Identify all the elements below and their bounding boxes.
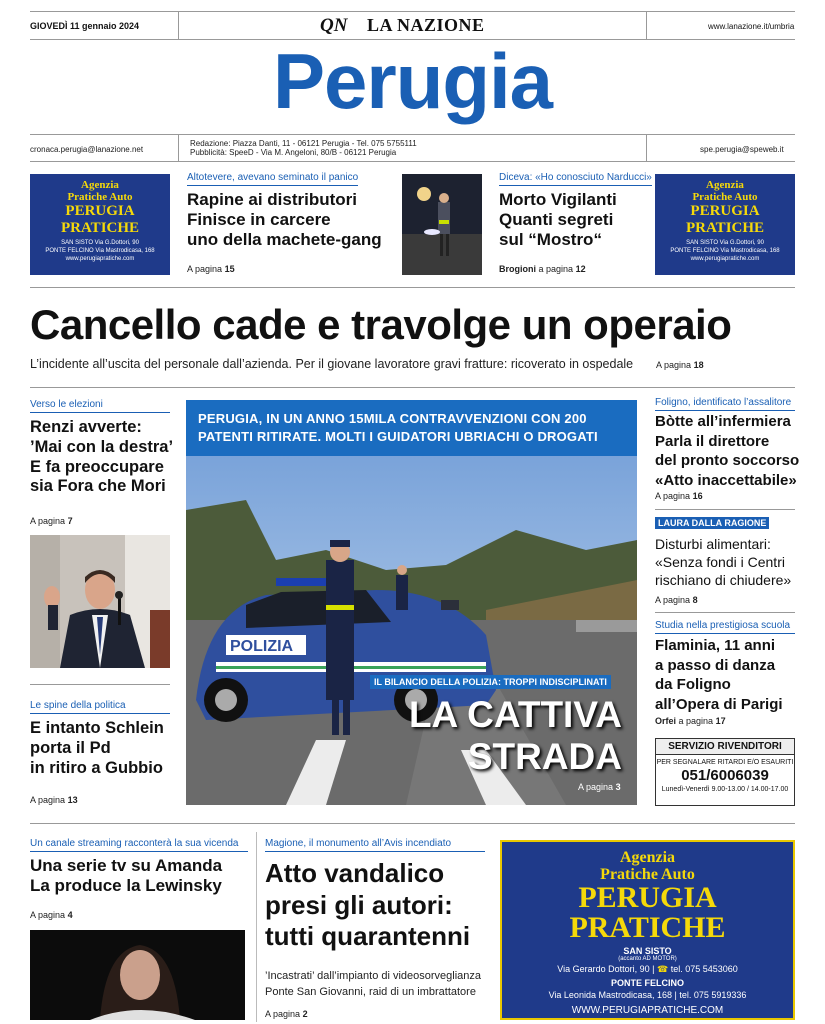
- website[interactable]: www.lanazione.it/umbria: [708, 22, 795, 31]
- ref-prefix: A pagina: [187, 264, 223, 274]
- author: Orfei: [655, 716, 677, 726]
- headline-line: Finisce in carcere: [187, 209, 331, 229]
- ad-web: www.perugiapratiche.com: [690, 256, 760, 262]
- news-photo-night: [402, 174, 482, 275]
- ref-num: 16: [692, 491, 703, 501]
- headline-line: Disturbi alimentari:: [655, 536, 771, 552]
- servizio-phone[interactable]: 051/6006039: [681, 767, 769, 784]
- ref-prefix: A pagina: [655, 491, 691, 501]
- headline-line: uno della machete-gang: [187, 229, 382, 249]
- ad-brand2: PRATICHE: [60, 220, 140, 236]
- headline-line: Atto vandalico: [265, 858, 445, 888]
- headline-line: E intanto Schlein: [30, 719, 164, 737]
- ad-brand1: PERUGIA: [65, 203, 135, 219]
- ad-brand2: PRATICHE: [569, 911, 726, 944]
- headline-line: Parla il direttore: [655, 432, 770, 450]
- page-ref: [656, 360, 704, 370]
- headline-line: all’Opera di Parigi: [655, 695, 783, 713]
- ad-big[interactable]: [500, 840, 795, 1020]
- story-tag: Verso le elezioni: [30, 399, 170, 413]
- headline-line: E fa preoccupare: [30, 457, 164, 476]
- page-ref: [30, 516, 73, 526]
- headline-line: Quanti segreti: [499, 209, 614, 229]
- headline-line: «Senza fondi i Centri: [655, 554, 785, 571]
- feature-kicker: IL BILANCIO DELLA POLIZIA: TROPPI INDISCIPLINATI: [370, 675, 611, 689]
- rule: [178, 134, 179, 161]
- ref-prefix: a pagina: [538, 264, 574, 274]
- ad-addr2: Via Leonida Mastrodicasa, 168: [548, 990, 672, 1000]
- ref-num: 18: [693, 360, 704, 370]
- ref-prefix: A pagina: [656, 360, 692, 370]
- page-ref: [265, 1009, 308, 1019]
- headline-line: sul “Mostro“: [499, 229, 602, 249]
- ad-ponte: PONTE FELCINO: [610, 978, 684, 988]
- rule: [30, 287, 795, 288]
- ref-num: 8: [692, 595, 698, 605]
- ad-line2: Pratiche Auto: [67, 191, 133, 203]
- issue-date: GIOVEDÌ 11 gennaio 2024: [30, 21, 140, 31]
- story-subtitle: [265, 969, 481, 1001]
- page-ref: [187, 264, 235, 274]
- story-headline[interactable]: [655, 535, 791, 590]
- headline-line: a passo di danza: [655, 656, 776, 674]
- ad-brand2: PRATICHE: [685, 220, 765, 236]
- story-tag: Altotevere, avevano seminato il panico: [187, 172, 358, 186]
- ref-num: 2: [302, 1009, 308, 1019]
- ad-contact-1: Via Gerardo Dottori, 90 | ☎ tel. 075 5453060: [557, 964, 738, 974]
- ad-tel1: tel. 075 5453060: [670, 964, 738, 974]
- page-ref: [30, 795, 78, 805]
- headline-line: da Foligno: [655, 676, 731, 693]
- ref-prefix: A pagina: [30, 795, 66, 805]
- headline-line: tutti quarantenni: [265, 921, 471, 952]
- ref-prefix: A pagina: [30, 516, 66, 526]
- author: Brogioni: [499, 264, 536, 274]
- headline-line: porta il Pd: [30, 738, 111, 757]
- ad-line1: Agenzia: [619, 849, 676, 866]
- ref-num: 15: [224, 264, 235, 274]
- headline-line: La produce la Lewinsky: [30, 876, 222, 896]
- news-photo-amanda: [30, 930, 245, 1020]
- story-headline[interactable]: [499, 190, 617, 250]
- ad-addr: SAN SISTO Via G.Dottori, 90: [61, 240, 139, 246]
- page-ref: [655, 595, 698, 605]
- headline-line: Bòtte all’infermiera: [655, 413, 791, 430]
- banner-line: PERUGIA, IN UN ANNO 15MILA CONTRAVVENZIONI CON 200: [198, 411, 587, 426]
- ad-accanto: (accanto AD MOTOR): [618, 956, 677, 962]
- ref-prefix: A pagina: [578, 782, 614, 792]
- author-badge: LAURA DALLA RAGIONE: [655, 517, 769, 529]
- banner-line: PATENTI RITIRATE. MOLTI I GUIDATORI UBRIACHI O DROGATI: [198, 429, 598, 444]
- rule: [256, 832, 257, 1022]
- ref-num: 13: [67, 795, 78, 805]
- ad-addr2: PONTE FELCINO Via Mastrodicasa, 168: [45, 248, 155, 254]
- edition-title: Perugia: [272, 37, 553, 125]
- email-right[interactable]: spe.perugia@speweb.it: [700, 145, 784, 154]
- ad-addr: SAN SISTO Via G.Dottori, 90: [686, 240, 764, 246]
- page-ref: [578, 782, 621, 792]
- story-tag: Le spine della politica: [30, 700, 170, 714]
- feature-title-line: STRADA: [467, 736, 622, 777]
- ref-prefix: a pagina: [678, 716, 714, 726]
- ad-brand1: PERUGIA: [690, 203, 760, 219]
- main-subtitle: L’incidente all’uscita del personale dall’azienda. Per il giovane lavoratore gravi fratture: ricoverato in ospedale: [30, 357, 634, 371]
- headline-line: presi gli autori:: [265, 889, 453, 920]
- ad-line2: Pratiche Auto: [600, 866, 695, 883]
- story-headline[interactable]: [187, 190, 382, 250]
- headline-line: Renzi avverte:: [30, 418, 142, 436]
- headline-line: «Atto inaccettabile»: [655, 471, 797, 489]
- story-headline[interactable]: [30, 418, 173, 497]
- rule: [30, 823, 795, 824]
- ad-line2: Pratiche Auto: [692, 191, 758, 203]
- page-ref: [30, 910, 73, 920]
- headline-line: sia Fora che Mori: [30, 477, 166, 496]
- ad-san-sisto: SAN SISTO: [623, 946, 672, 956]
- ref-prefix: A pagina: [655, 595, 691, 605]
- headline-line: Una serie tv su Amanda: [30, 856, 223, 875]
- story-headline[interactable]: [655, 412, 799, 490]
- page-ref: [655, 491, 703, 501]
- story-headline[interactable]: [655, 636, 783, 714]
- story-tag: Magione, il monumento all’Avis incendiato: [265, 838, 485, 852]
- story-tag: Foligno, identificato l’assalitore: [655, 397, 795, 411]
- ad-brand1: PERUGIA: [578, 881, 717, 914]
- feature-title[interactable]: [370, 694, 622, 778]
- qn-logo: QN: [320, 15, 348, 36]
- headline-line: Rapine ai distributori: [187, 190, 358, 209]
- redazione: Redazione: Piazza Danti, 11 - 06121 Perugia - Tel. 075 5755111: [190, 139, 417, 148]
- servizio-box: [655, 738, 795, 806]
- rule: [646, 134, 647, 161]
- story-tag: Studia nella prestigiosa scuola: [655, 620, 795, 634]
- page-ref: [655, 716, 726, 726]
- email-left[interactable]: cronaca.perugia@lanazione.net: [30, 145, 144, 154]
- page-ref: [499, 264, 586, 274]
- rule: [30, 161, 795, 162]
- headline-line: in ritiro a Gubbio: [30, 758, 163, 777]
- ref-prefix: A pagina: [265, 1009, 301, 1019]
- servizio-line: PER SEGNALARE RITARDI E/O ESAURITI: [656, 759, 794, 766]
- ad-contact-2: Via Leonida Mastrodicasa, 168 | tel. 075 5919336: [548, 990, 747, 1000]
- pubblicita: Pubblicità: SpeeD - Via M. Angeloni, 80/B - 06121 Perugia: [190, 148, 397, 157]
- ad-line1: Agenzia: [706, 179, 744, 191]
- servizio-title: SERVIZIO RIVENDITORI: [656, 739, 794, 755]
- headline-line: del pronto soccorso: [655, 452, 800, 469]
- rule: [30, 387, 795, 388]
- story-headline[interactable]: [265, 858, 470, 953]
- subtitle-line: ’Incastrati’ dall’impianto di videosorveglianza: [265, 970, 482, 982]
- headline-line: Morto Vigilanti: [499, 190, 617, 209]
- rule: [178, 11, 179, 39]
- ad-web: WWW.PERUGIAPRATICHE.COM: [571, 1005, 724, 1016]
- ad-left[interactable]: [30, 174, 170, 275]
- ad-right[interactable]: [655, 174, 795, 275]
- phone-icon: ☎: [656, 964, 669, 974]
- ref-num: 3: [615, 782, 621, 792]
- story-tag: Un canale streaming racconterà la sua vicenda: [30, 838, 248, 852]
- story-headline[interactable]: [30, 856, 222, 897]
- car-lettering: POLIZIA: [230, 638, 294, 655]
- feature-title-line: LA CATTIVA: [408, 694, 622, 735]
- ad-addr2: PONTE FELCINO Via Mastrodicasa, 168: [670, 248, 780, 254]
- feature-banner: [186, 400, 637, 456]
- headline-line: Flaminia, 11 anni: [655, 637, 776, 654]
- news-photo-renzi: [30, 535, 170, 668]
- ad-tel2: tel. 075 5919336: [679, 990, 747, 1000]
- ad-line1: Agenzia: [81, 179, 119, 191]
- ref-num: 7: [67, 516, 73, 526]
- newspaper-logo: LA NAZIONE: [367, 15, 485, 35]
- story-tag: Diceva: «Ho conosciuto Narducci»: [499, 172, 652, 186]
- rule: [30, 684, 170, 685]
- ref-num: 4: [67, 910, 73, 920]
- story-headline[interactable]: [30, 719, 164, 778]
- servizio-hours: Lunedì-Venerdì 9.00-13.00 / 14.00-17.00: [661, 786, 789, 793]
- ad-addr1: Via Gerardo Dottori, 90: [557, 964, 650, 974]
- rule: [655, 509, 795, 510]
- subtitle-line: Ponte San Giovanni, raid di un imbrattatore: [265, 985, 476, 998]
- main-headline[interactable]: Cancello cade e travolge un operaio: [30, 301, 732, 348]
- ref-num: 12: [575, 264, 586, 274]
- ref-prefix: A pagina: [30, 910, 66, 920]
- rule: [646, 11, 647, 39]
- rule: [30, 134, 795, 135]
- ad-web: www.perugiapratiche.com: [65, 256, 135, 262]
- rule: [655, 612, 795, 613]
- headline-line: ’Mai con la destra’: [30, 437, 174, 456]
- headline-line: rischiano di chiudere»: [655, 572, 792, 589]
- ref-num: 17: [715, 716, 726, 726]
- rule: [30, 11, 795, 12]
